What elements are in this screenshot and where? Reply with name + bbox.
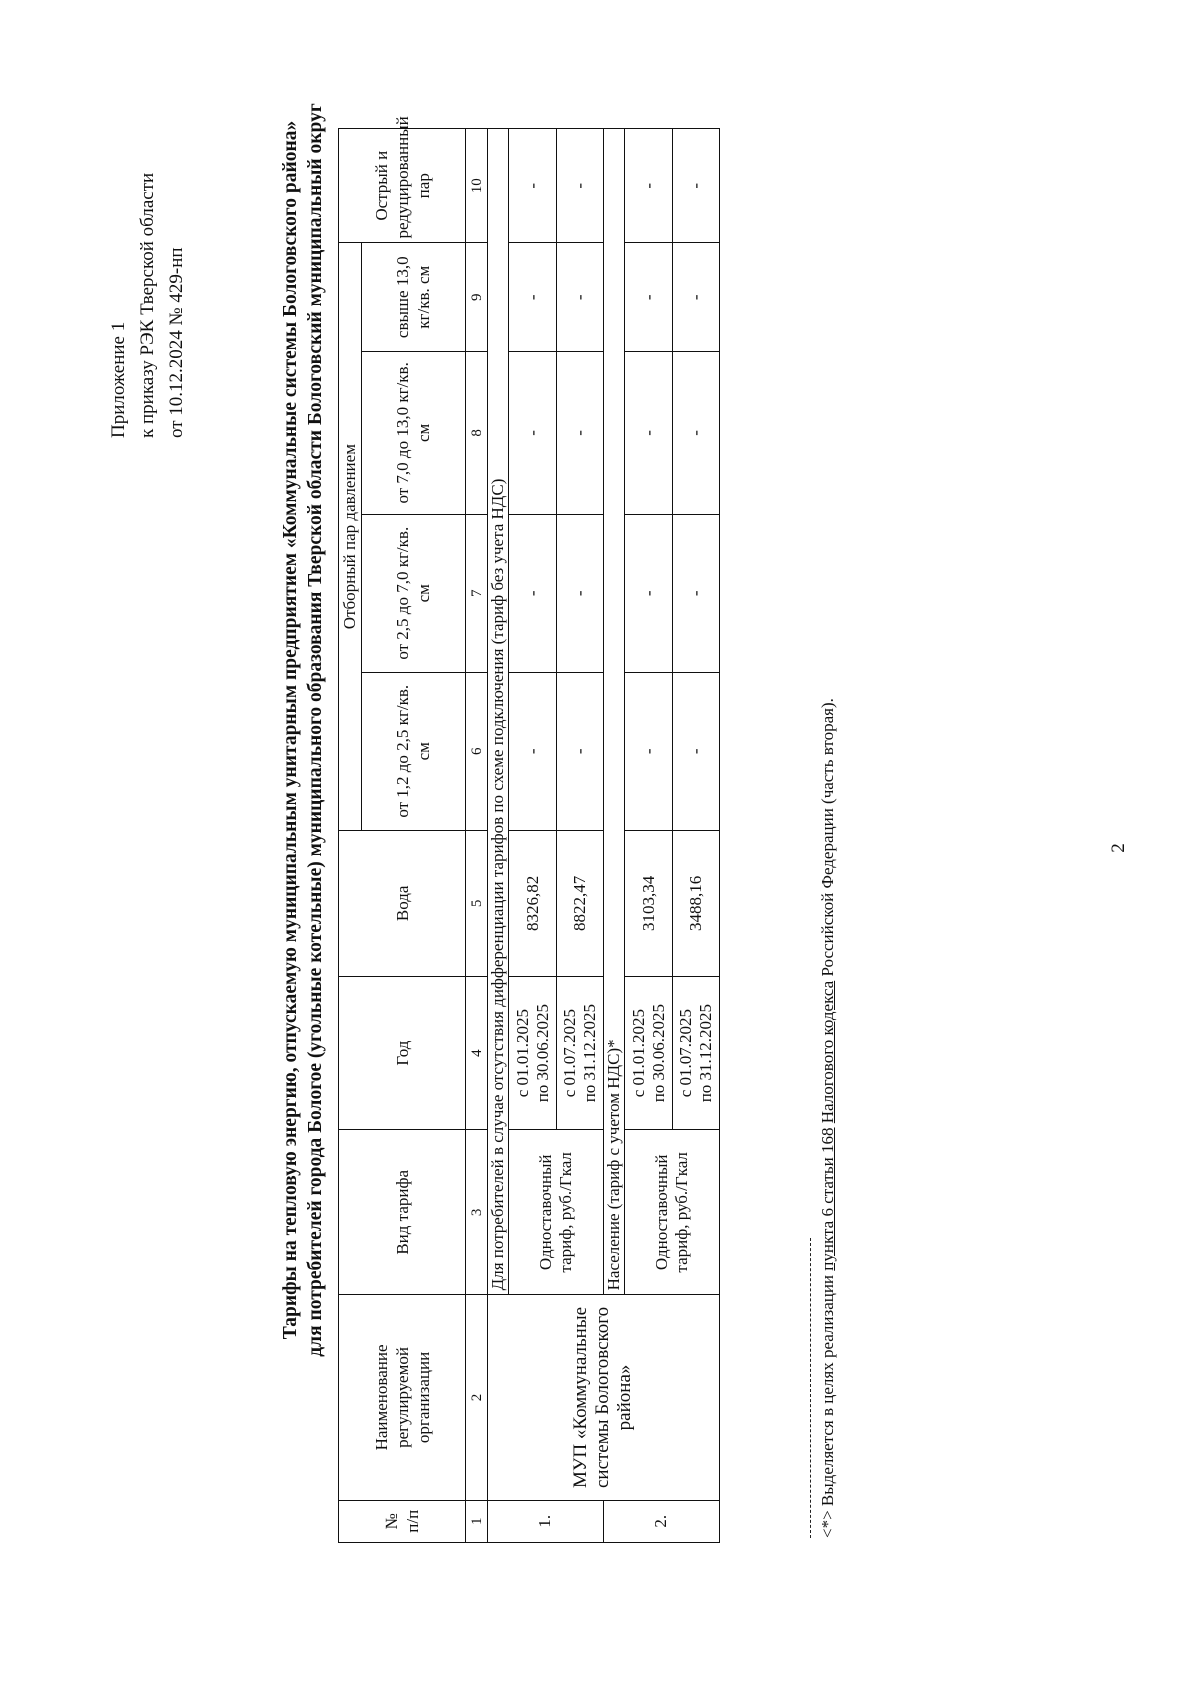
p3-value: - (509, 351, 556, 514)
header-p3: от 7,0 до 13,0 кг/кв. см (361, 351, 466, 514)
header-row-1 (339, 129, 362, 1543)
p2-value: - (672, 514, 719, 672)
col-number: 4 (466, 976, 488, 1129)
tariff-type-cell: Одноставочный тариф, руб./Гкал (625, 1130, 720, 1295)
organization-name: МУП «Коммунальные системы Бологовского района» (487, 1295, 719, 1500)
p1-value: - (509, 672, 556, 830)
period-cell (509, 976, 556, 1129)
header-num: № п/п (339, 1500, 466, 1542)
header-tariff-type: Вид тарифа (339, 1130, 466, 1295)
period-to: по 31.12.2025 (579, 1003, 599, 1103)
footnote-divider (810, 1238, 811, 1538)
title-line-2: для потребителей города Бологое (угольные котельные) муниципального образования Тверской области Бологовский муниципальный округ (305, 103, 326, 1357)
sharp-steam-value: - (509, 129, 556, 243)
section-heading-row (487, 129, 509, 1543)
p4-value: - (509, 243, 556, 352)
section-heading: Население (тариф с учетом НДС)* (603, 129, 625, 1295)
appendix-line-1: Приложение 1 (108, 321, 129, 438)
tariff-type-cell: Одноставочный тариф, руб./Гкал (509, 1130, 603, 1295)
header-year: Год (339, 976, 466, 1129)
col-number: 2 (466, 1295, 488, 1500)
period-from: с 01.01.2025 (512, 1008, 532, 1098)
header-org: Наименование регулируемой организации (339, 1295, 466, 1500)
p3-value: - (556, 351, 603, 514)
section-heading: Для потребителей в случае отсутствия дифференциации тарифов по схеме подключения (тариф без учета НДС) (487, 129, 509, 1295)
period-to: по 30.06.2025 (648, 1003, 668, 1103)
sharp-steam-value: - (672, 129, 719, 243)
footnote-link-code[interactable]: Налогового кодекса (818, 980, 837, 1124)
footnote (818, 698, 838, 1538)
header-p1: от 1,2 до 2,5 кг/кв. см (361, 672, 466, 830)
p4-value: - (672, 243, 719, 352)
p4-value: - (556, 243, 603, 352)
col-number: 1 (466, 1500, 488, 1542)
footnote-link-article[interactable]: пункта 6 статьи 168 (818, 1127, 837, 1271)
p1-value: - (556, 672, 603, 830)
footnote-suffix: Российской Федерации (часть вторая). (818, 698, 837, 981)
water-value: 8822,47 (556, 830, 603, 976)
tariff-table (338, 116, 720, 1543)
col-number: 5 (466, 830, 488, 976)
footnote-space (818, 1123, 837, 1127)
period-from: с 01.07.2025 (559, 1008, 579, 1098)
col-number: 8 (466, 351, 488, 514)
col-number: 10 (466, 129, 488, 243)
sharp-steam-value: - (625, 129, 672, 243)
header-p4: свыше 13,0 кг/кв. см (361, 243, 466, 352)
column-number-row (466, 129, 488, 1543)
header-sharp-steam: Острый и редуцированный пар (339, 129, 466, 243)
period-from: с 01.01.2025 (628, 1008, 648, 1098)
period-from: с 01.07.2025 (675, 1008, 695, 1098)
water-value: 8326,82 (509, 830, 556, 976)
row-number: 2. (603, 1500, 719, 1542)
page-number: 2 (1108, 843, 1129, 853)
header-water: Вода (339, 830, 466, 976)
period-to: по 30.06.2025 (532, 1003, 552, 1103)
p1-value: - (672, 672, 719, 830)
footnote-prefix: <*> Выделяется в целях реализации (818, 1270, 837, 1538)
row-number: 1. (487, 1500, 603, 1542)
col-number: 6 (466, 672, 488, 830)
header-steam-group: Отборный пар давлением (339, 243, 362, 830)
p1-value: - (625, 672, 672, 830)
col-number: 9 (466, 243, 488, 352)
p3-value: - (625, 351, 672, 514)
sharp-steam-value: - (556, 129, 603, 243)
period-cell (672, 976, 719, 1129)
title-line-1: Тарифы на тепловую энергию, отпускаемую муниципальным унитарным предприятием «Коммунальные системы Бологовского района» (280, 120, 301, 1340)
water-value: 3488,16 (672, 830, 719, 976)
appendix-block (104, 38, 191, 438)
period-to: по 31.12.2025 (695, 1003, 715, 1103)
period-cell (625, 976, 672, 1129)
period-cell (556, 976, 603, 1129)
p4-value: - (625, 243, 672, 352)
col-number: 3 (466, 1130, 488, 1295)
appendix-line-2: к приказу РЭК Тверской области (137, 172, 158, 438)
p2-value: - (556, 514, 603, 672)
header-p2: от 2,5 до 7,0 кг/кв. см (361, 514, 466, 672)
p3-value: - (672, 351, 719, 514)
p2-value: - (509, 514, 556, 672)
p2-value: - (625, 514, 672, 672)
water-value: 3103,34 (625, 830, 672, 976)
document-title (278, 0, 328, 1460)
col-number: 7 (466, 514, 488, 672)
appendix-line-3: от 10.12.2024 № 429-нп (166, 247, 187, 438)
